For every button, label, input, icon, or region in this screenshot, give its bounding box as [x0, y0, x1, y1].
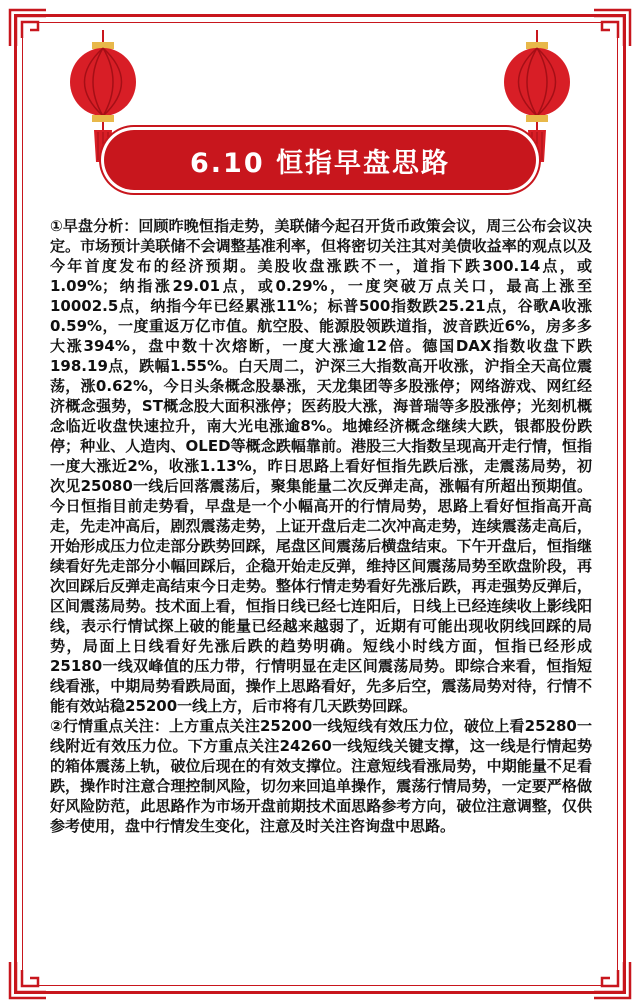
corner-ornament-bottom-right [592, 960, 632, 1000]
title-banner [104, 130, 536, 190]
page-title: 6.10 恒指早盘思路 [189, 147, 451, 179]
corner-ornament-bottom-left [8, 960, 48, 1000]
corner-ornament-top-left [8, 8, 48, 48]
analysis-paragraph: ①早盘分析：回顾昨晚恒指走势，美联储今起召开货币政策会议，周三公布会议决定。市场预计美联储不会调整基准利率，但将密切关注其对美债收益率的观点以及今年首度发布的经济预期。美股收盘涨跌不一，道指下跌300.14点，或1.09%；纳指涨29.01点，或0.29%，一度突破万点关口，最高上涨至10002.5点，纳指今年已经累涨11%；标普500指数跌25.21点，谷歌A收涨0.59%，一度重返万亿市值。航空股、能源股领跌道指，波音跌近6%，房多多大涨394%，盘中数十次熔断，一度大涨逾12倍。德国DAX指数收盘下跌198.19点，跌幅1.55%。白天周二，沪深三大指数高开收涨，沪指全天高位震荡，涨0.62%，今日头条概念股暴涨，天龙集团等多股涨停；网络游戏、网红经济概念强势，ST概念股大面积涨停；医药股大涨，海普瑞等多股涨停；光刻机概念临近收盘快速拉升，南大光电涨逾8%。地摊经济概念继续大跌，银都股份跌停；种业、人造肉、OLED等概念跌幅靠前。港股三大指数呈现高开走行情，恒指一度大涨近2%，收涨1.13%，昨日思路上看好恒指先跌后涨，走震荡局势，初次见25080一线后回落震荡后，聚集能量二次反弹走高，涨幅有所超出预期值。今日恒指目前走势看，早盘是一个小幅高开的行情局势，思路上看好恒指高开高走，先走冲高后，剧烈震荡走势，上证开盘后走二次冲高走势，连续震荡走高后，开始形成压力位走部分跌势回踩，尾盘区间震荡后横盘结束。下午开盘后，恒指继续看好先走部分小幅回踩后，企稳开始走反弹，维持区间震荡局势至欧盘阶段，再次回踩后反弹走高结束今日走势。整体行情走势看好先涨后跌，再走强势反弹后，区间震荡局势。技术面上看，恒指日线已经七连阳后，日线上已经连续收上影线阳线，表示行情试探上破的能量已经越来越弱了，近期有可能出现收阴线回踩的局势，局面上日线看好先涨后跌的趋势明确。短线小时线方面，恒指已经形成25180一线双峰值的压力带，行情明显在走区间震荡局势。即综合来看，恒指短线看涨，中期局势看跌局面，操作上思路看好，先多后空，震荡局势对待，行情不能有效站稳25200一线上方，后市将有几天跌势回踩。 [50, 217, 592, 715]
article-body [50, 216, 592, 836]
corner-ornament-top-right [592, 8, 632, 48]
focus-paragraph: ②行情重点关注：上方重点关注25200一线短线有效压力位，破位上看25280一线附近有效压力位。下方重点关注24260一线短线关键支撑，这一线是行情起势的箱体震荡上轨，破位后现在的有效支撑位。注意短线看涨局势，中期能量不足看跌，操作时注意合理控制风险，切勿来回追单操作，震荡行情局势，一定要严格做好风险防范，此思路作为市场开盘前期技术面思路参考方向，破位注意调整，仅供参考使用，盘中行情发生变化，注意及时关注咨询盘中思路。 [50, 717, 592, 835]
